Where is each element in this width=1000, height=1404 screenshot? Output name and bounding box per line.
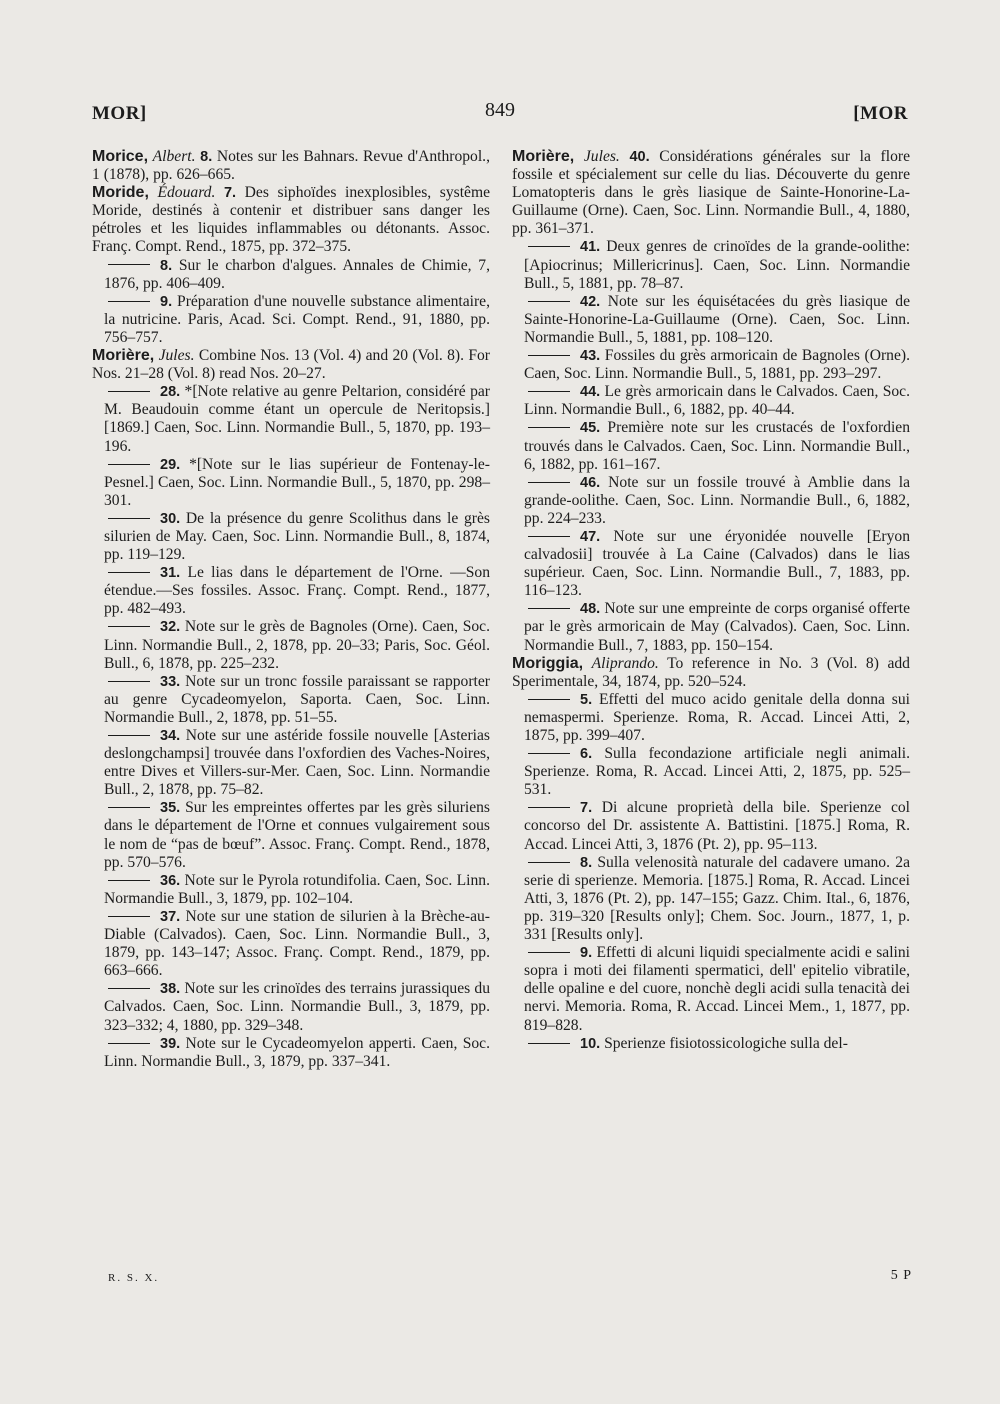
entry-number: 42. [580, 293, 601, 310]
entry-text: Note sur une empreinte de corps organisé offerte par le grès armoricain de May (Calvados). Caen, Soc. Linn. Normandie Bull., 7, 1883, pp. 150–154. [524, 600, 911, 654]
sub-entry [512, 419, 910, 473]
author-given-name: Aliprando. [591, 654, 659, 672]
entry-text: Note sur une station de silurien à la Brèche-au-Diable (Calvados). Caen, Soc. Linn. Normandie Bull., 3, 1879, pp. 143–147; Assoc. Franç. Compt. Rend., 1879, pp. 663–666. [104, 907, 490, 980]
entry-number: 46. [580, 474, 601, 491]
ditto-dash [108, 807, 150, 808]
sub-entry [512, 528, 910, 600]
ditto-dash [108, 916, 150, 917]
entry-text: Note sur les crinoïdes des terrains jurassiques du Calvados. Caen, Soc. Linn. Normandie Bull., 3, 1879, pp. 323–332; 4, 1880, pp. 329–348. [104, 980, 491, 1034]
ditto-dash [528, 862, 570, 863]
entry-number: 9. [580, 945, 593, 962]
entry-text: Des siphoïdes inexplosibles, systême Moride, destinés à contenir et distribuer sans danger les pétroles et les liquides inflammables ou détonants. Assoc. Franç. Compt. Rend., 1875, pp. 372–375. [92, 184, 491, 256]
ditto-dash [528, 1043, 570, 1044]
entry-text: Fossiles du grès armoricain de Bagnoles (Orne). Caen, Soc. Linn. Normandie Bull., 5, 1881, pp. 293–297. [524, 347, 910, 383]
entry-text: Effetti del muco acido genitale della donna sui nemaspermi. Sperienze. Roma, R. Accad. Lincei Atti, 2, 1875, pp. 399–407. [524, 690, 910, 744]
entry-text: Combine Nos. 13 (Vol. 4) and 20 (Vol. 8). For Nos. 21–28 (Vol. 8) read Nos. 20–27. [92, 347, 490, 383]
entry-text: Note sur le Cycadeomyelon apperti. Caen, Soc. Linn. Normandie Bull., 3, 1879, pp. 337–341. [104, 1034, 491, 1070]
ditto-dash [108, 880, 150, 881]
ditto-dash [528, 301, 570, 302]
entry-text: Sur le charbon d'algues. Annales de Chimie, 7, 1876, pp. 406–409. [104, 256, 490, 292]
sub-entry [92, 673, 490, 727]
entry-number: 37. [160, 908, 181, 925]
entry-text: To reference in No. 3 (Vol. 8) add Sperimentale, 34, 1874, pp. 520–524. [512, 654, 910, 690]
entry-number: 47. [580, 528, 601, 545]
sub-entry [512, 474, 910, 528]
sub-entry [512, 383, 910, 419]
entry-number: 41. [580, 239, 601, 256]
ditto-dash [528, 391, 570, 392]
entry-text: Sulla fecondazione artificiale negli animali. Sperienze. Roma, R. Accad. Lincei Atti, 2, 1875, pp. 525–531. [524, 745, 910, 799]
ditto-dash [108, 264, 150, 265]
sub-entry [512, 745, 910, 799]
ditto-dash [108, 626, 150, 627]
sub-entry [92, 1035, 490, 1071]
sub-entry [92, 383, 490, 455]
entry-number: 34. [160, 728, 181, 744]
entry-text: Note sur un tronc fossile paraissant se rapporter au genre Cycadeomyelon, Saporta. Caen, Soc. Linn. Normandie Bull., 2, 1878, pp. 51–55. [104, 672, 490, 726]
ditto-dash [528, 536, 570, 537]
right-column [512, 148, 910, 1053]
entry-number: 28. [160, 384, 181, 401]
author-given-name: Jules. [158, 347, 195, 365]
ditto-dash [108, 1043, 150, 1044]
author-surname: Moriggia, [512, 654, 584, 672]
sheet-mark: 5 P [890, 1268, 912, 1283]
entry-text: Di alcune proprietà della bile. Sperienze col concorso del Dr. assistente A. Battistini. [1875.] Roma, R. Accad. Lincei Atti, 3, 1876 (Pt. 2), pp. 95–113. [524, 799, 910, 853]
ditto-dash [528, 952, 570, 953]
entry-number: 9. [160, 293, 173, 310]
author-entry [92, 148, 490, 184]
entry-number: 48. [580, 601, 601, 618]
author-surname: Morice, [92, 148, 149, 165]
ditto-dash [108, 301, 150, 302]
entry-number: 38. [160, 981, 181, 998]
sub-entry [512, 600, 910, 654]
sub-entry [92, 564, 490, 618]
entry-text: Note sur les équisétacées du grès liasique de Sainte-Honorine-La-Guillaume (Orne). Caen, Soc. Linn. Normandie Bull., 5, 1881, pp. 108–120. [524, 292, 910, 346]
entry-text: Note sur un fossile trouvé à Amblie dans la grande-oolithe. Caen, Soc. Linn. Normandie Bull., 6, 1882, pp. 224–233. [524, 473, 910, 527]
entry-text: De la présence du genre Scolithus dans le grès silurien de May. Caen, Soc. Linn. Normandie Bull., 8, 1874, pp. 119–129. [104, 509, 490, 564]
entry-number: 7. [223, 185, 237, 202]
entry-text: Première note sur les crustacés de l'oxfordien trouvés dans le Calvados. Caen, Soc. Linn. Normandie Bull., 6, 1882, pp. 161–167. [524, 419, 911, 473]
entry-text: *[Note relative au genre Peltarion, considéré par M. Beaudouin comme étant un opercule de Neritopsis.] [1869.] Caen, Soc. Linn. Normandie Bull., 5, 1870, pp. 193–196. [104, 383, 490, 455]
sub-entry [512, 854, 910, 944]
entry-text: Effetti di alcuni liquidi specialmente acidi e salini sopra i moti dei filamenti spermatici, dell' epitelio vibratile, delle opaline e del cuore, nonchè degli acidi sulla tenacità dei nervi. Memoria. Roma, R. Accad. Lincei Mem., 1, 1877, pp. 819–828. [524, 944, 910, 1034]
ditto-dash [108, 391, 150, 392]
author-surname: Morière, [92, 347, 155, 365]
sub-entry [512, 799, 910, 853]
ditto-dash [108, 572, 150, 573]
ditto-dash [528, 246, 570, 247]
entry-number: 40. [629, 149, 650, 165]
ditto-dash [528, 699, 570, 700]
sub-entry [92, 727, 490, 799]
entry-number: 36. [160, 872, 181, 889]
ditto-dash [528, 608, 570, 609]
ditto-dash [108, 735, 150, 736]
sub-entry [92, 257, 490, 293]
entry-number: 31. [160, 565, 181, 582]
entry-number: 39. [160, 1035, 181, 1052]
sub-entry [92, 980, 490, 1034]
left-column [92, 148, 490, 1071]
entry-text: Sperienze fisiotossicologiche sulla del- [604, 1034, 848, 1052]
sub-entry [512, 1035, 910, 1053]
entry-text: Note sur une astéride fossile nouvelle [Asterias deslongchampsi] trouvée dans l'oxfordien des Vaches-Noires, entre Dives et Villers-sur-Mer. Caen, Soc. Linn. Normandie Bull., 2, 1878, pp. 75–82. [104, 727, 490, 799]
sub-entry [512, 238, 910, 292]
author-entry [92, 184, 490, 256]
entry-number: 30. [160, 510, 181, 527]
entry-number: 8. [580, 854, 593, 871]
entry-number: 44. [580, 384, 601, 401]
ditto-dash [528, 807, 570, 808]
sub-entry [512, 691, 910, 745]
ditto-dash [528, 355, 570, 356]
sub-entry [92, 799, 490, 871]
sub-entry [512, 293, 910, 347]
header-right-guide: [MOR [853, 103, 908, 124]
entry-number: 8. [200, 149, 213, 165]
author-entry [92, 347, 490, 383]
entry-number: 7. [580, 800, 593, 817]
ditto-dash [528, 482, 570, 483]
entry-text: Note sur une éryonidée nouvelle [Eryon calvadosii] trouvée à La Caine (Calvados) dans le lias supérieur. Caen, Soc. Linn. Normandie Bull., 7, 1883, pp. 116–123. [524, 527, 910, 600]
entry-text: Notes sur les Bahnars. Revue d'Anthropol., 1 (1878), pp. 626–665. [92, 148, 490, 184]
author-surname: Moride, [92, 184, 149, 202]
author-entry [512, 148, 910, 238]
sub-entry [512, 944, 910, 1034]
entry-number: 8. [160, 257, 173, 274]
entry-text: Le lias dans le département de l'Orne. —Son étendue.—Ses fossiles. Assoc. Franç. Compt. Rend., 1877, pp. 482–493. [104, 564, 490, 618]
entry-number: 6. [580, 746, 593, 763]
entry-number: 35. [160, 800, 181, 817]
entry-text: *[Note sur le lias supérieur de Fontenay-le-Pesnel.] Caen, Soc. Linn. Normandie Bull., 5, 1870, pp. 298–301. [104, 455, 490, 509]
entry-number: 33. [160, 673, 181, 690]
entry-number: 43. [580, 348, 601, 365]
ditto-dash [108, 988, 150, 989]
sub-entry [92, 293, 490, 347]
sub-entry [92, 908, 490, 980]
entry-text: Note sur le grès de Bagnoles (Orne). Caen, Soc. Linn. Normandie Bull., 2, 1878, pp. 20–33; Paris, Soc. Géol. Bull., 6, 1878, pp. 225–232. [104, 618, 491, 672]
sub-entry [92, 618, 490, 672]
entry-text: Considérations générales sur la flore fossile et spécialement sur celle du lias. Découverte du genre Lomatopteris dans le grès liasique de Sainte-Honorine-La-Guillaume (Orne). Caen, Soc. Linn. Normandie Bull., 4, 1880, pp. 361–371. [512, 148, 910, 238]
sub-entry [92, 510, 490, 564]
ditto-dash [528, 753, 570, 754]
ditto-dash [528, 427, 570, 428]
entry-text: Sulla velenosità naturale del cadavere umano. 2a serie di sperienze. Memoria. [1875.] Roma, R. Accad. Lincei Atti, 3, 1876 (Pt. 2), pp. 147–155; Gazz. Chim. Ital., 6, 1876, pp. 319–320 [Results only]; Chem. Soc. Journ., 1877, 1, p. 331 [Results only]. [524, 853, 910, 944]
entry-number: 45. [580, 420, 601, 437]
author-given-name: Édouard. [157, 184, 216, 202]
entry-number: 29. [160, 456, 181, 473]
entry-number: 32. [160, 619, 181, 636]
sub-entry [92, 456, 490, 510]
sub-entry [512, 347, 910, 383]
header-left-guide: MOR] [92, 103, 147, 124]
entry-text: Deux genres de crinoïdes de la grande-oolithe: [Apiocrinus; Millericrinus]. Caen, Soc. Linn. Normandie Bull., 5, 1881, pp. 78–87. [524, 238, 910, 292]
author-surname: Morière, [512, 148, 575, 165]
entry-number: 5. [580, 691, 593, 708]
page-number: 849 [485, 99, 515, 121]
ditto-dash [108, 464, 150, 465]
entry-text: Sur les empreintes offertes par les grès siluriens dans le département de l'Orne et connues vulgairement sous le nom de “pas de bœuf”. Assoc. Franç. Compt. Rend., 1878, pp. 570–576. [104, 799, 491, 871]
author-entry [512, 655, 910, 691]
page-header [0, 99, 1000, 133]
entry-text: Note sur le Pyrola rotundifolia. Caen, Soc. Linn. Normandie Bull., 3, 1879, pp. 102–104. [104, 871, 490, 907]
entry-text: Le grès armoricain dans le Calvados. Caen, Soc. Linn. Normandie Bull., 6, 1882, pp. 40–44. [524, 383, 910, 419]
entry-number: 10. [580, 1035, 601, 1052]
entry-text: Préparation d'une nouvelle substance alimentaire, la nutricine. Paris, Acad. Sci. Compt. Rend., 91, 1880, pp. 756–757. [104, 292, 490, 346]
ditto-dash [108, 681, 150, 682]
signature-mark: R. S. X. [108, 1272, 160, 1284]
author-given-name: Albert. [152, 148, 196, 165]
ditto-dash [108, 518, 150, 519]
sub-entry [92, 872, 490, 908]
author-given-name: Jules. [583, 148, 620, 165]
